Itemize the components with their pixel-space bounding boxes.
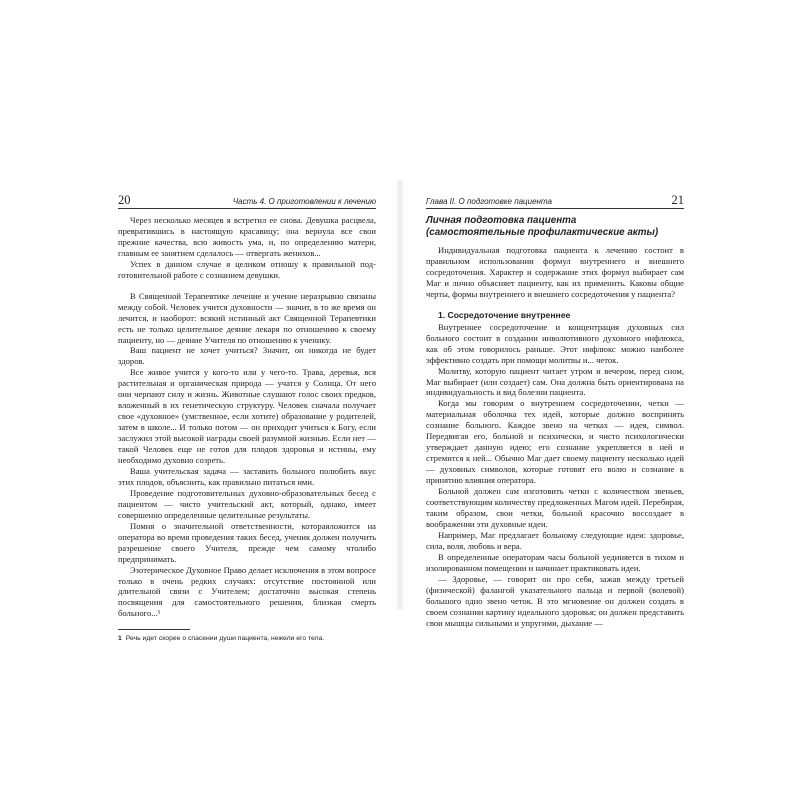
- left-running-title: Часть 4. О приготовлении к лечению: [232, 197, 376, 206]
- paragraph: В определенные операторам часы больной уединяется в тихом и изолированном помещении и начинает практиковать идеи.: [426, 551, 684, 573]
- right-page-body: [426, 215, 684, 628]
- footnote-mark: 1: [118, 635, 122, 643]
- paragraph: Ваш пациент не хочет учиться? Значит, он никогда не будет здоров.: [118, 345, 376, 367]
- footnote-text: Речь идет скорее о спасении души пациента, нежели его тела.: [125, 635, 325, 643]
- paragraph: Помня о значительной ответственности, котораяложится на оператора во время проведения таких бесед, ученик должен получить разрешение своего Учителя, прежде чем самому чтолибо предпринимать.: [118, 520, 376, 564]
- right-page: [426, 190, 684, 628]
- paragraph: Успех в данном случае я целиком отношу к правильной подготовительной работе с сознанием девушки.: [118, 258, 376, 280]
- right-running-head: [426, 190, 684, 209]
- paragraph: Молитву, которую пациент читает утром и вечером, перед сном, Маг выбирает (или создает) сам. Она должна быть ориентирована на индивидуальность и вид болезни пациента.: [426, 365, 684, 398]
- paragraph: Через несколько месяцев я встретил ее снова. Девушка расцвела, превратившись в настоящую красавицу; она вернула все свои прежние качества, всю живость ума, и, по определению матери, главным ее занятием сделалось — отвергать женихов...: [118, 215, 376, 258]
- paragraph: Ваша учительская задача — заставить больного полюбить вкус этих плодов, объяснить, как правильно питаться ими.: [118, 465, 376, 487]
- paragraph: — Здоровье, — говорит он про себя, зажав между третьей (физической) фалангой указательного пальца и первой (волевой) большого одно звено четок. В это мгновение он должен создать в своем сознании картину идеального здоровья; он должен представить свои мышцы сильными и упругими, дыхание —: [426, 573, 684, 628]
- right-running-title: Глава II. О подготовке пациента: [426, 197, 552, 206]
- paragraph: Все живое учится у кого-то или у чего-то. Трава, деревья, вся растительная и органическая природа — учатся у Солнца. От него они черпают силу и жизнь. Животные слушают голос своих предков, вложенный в их генетическую структуру. Человек сначала получает свое «духовное» (умственное, если хотите) образование у родителей, затем в школе... И только потом — он приходит учиться к Богу, если заслужил этой высокой награды своей разумной жизнью. Если нет — такой Человек еще не готов для плодов здоровья и истины, ему необходимо духовно созреть.: [118, 367, 376, 466]
- left-page-number: 20: [118, 192, 131, 207]
- footnote: [118, 634, 376, 643]
- paragraph: Больной должен сам изготовить четки с количеством звеньев, соответствующим количеству предложенных Магом идей. Перебирая, таким образом, свои четки, больной красочно воссоздает в воображении эти духовные идеи.: [426, 486, 684, 529]
- footnote-divider: [118, 629, 190, 630]
- page-gutter: [396, 180, 404, 610]
- left-page: [118, 190, 376, 643]
- section-title-line: (самостоятельные профилактические акты): [426, 227, 659, 238]
- right-page-number: 21: [671, 192, 684, 207]
- paragraph: Например, Маг предлагает больному следующие идеи: здоровье, сила, воля, любовь и вера.: [426, 529, 684, 551]
- paragraph: Внутреннее сосредоточение и концентрация духовных сил больного состоит в создании инволютивного духовного инфлюкса, как об этом говорилось раньше. Этот инфлюкс можно наиболее эффективно создать при помощи молитвы и... четок.: [426, 321, 684, 365]
- left-page-body: [118, 215, 376, 643]
- section-title-line: Личная подготовка пациента: [426, 215, 577, 226]
- paragraph: Индивидуальная подготовка пациента к лечению состоит в правильном использовании формул внутреннего и внешнего сосредоточения. Характер и содержание этих формул выбирает сам Маг и лично объясняет пациенту, как их применить. Каковы общие черты, формы внутреннего и внешнего сосредоточения у пациента?: [426, 245, 684, 299]
- paragraph: В Священной Терапевтике лечение и учение неразрывно связаны между собой. Человек учится духовности — значит, в то же время он лечится, и наоборот: всякий истинный акт Священной Терапевтики есть не только целительное деяние лекаря по отношению к своему пациенту, но — деяние Учителя по отношению к ученику.: [118, 290, 376, 345]
- subsection-title: 1. Сосредоточение внутреннее: [438, 309, 571, 320]
- paragraph: Когда мы говорим о внутреннем сосредоточении, четки — материальная оболочка тех идей, которые должно воспринять сознание больного. Каждое звено на четках — идея, символ. Передвигая его, больной и психически, и чисто психологически утверждает данную идею; его сознание укрепляется в ней и стремится к ней... Обычно Маг дает своему пациенту несколько идей — духовных символов, которые готовят его волю и сознание к принятию влияния оператора.: [426, 398, 684, 486]
- section-title: [426, 215, 684, 239]
- paragraph: Эзотерическое Духовное Право делает исключения в этом вопросе только в очень редких случаях: отсутствие постоянной или длительной связи с Учителем; достаточно высокая степень посвящения для самостоятельного решения, близкая смерть больного...¹: [118, 564, 376, 619]
- paragraph: Проведение подготовительных духовно-образовательных бесед с пациентом — чисто учительский акт, который, однако, имеет совершенно определенные целительные результаты.: [118, 487, 376, 520]
- left-running-head: [118, 190, 376, 209]
